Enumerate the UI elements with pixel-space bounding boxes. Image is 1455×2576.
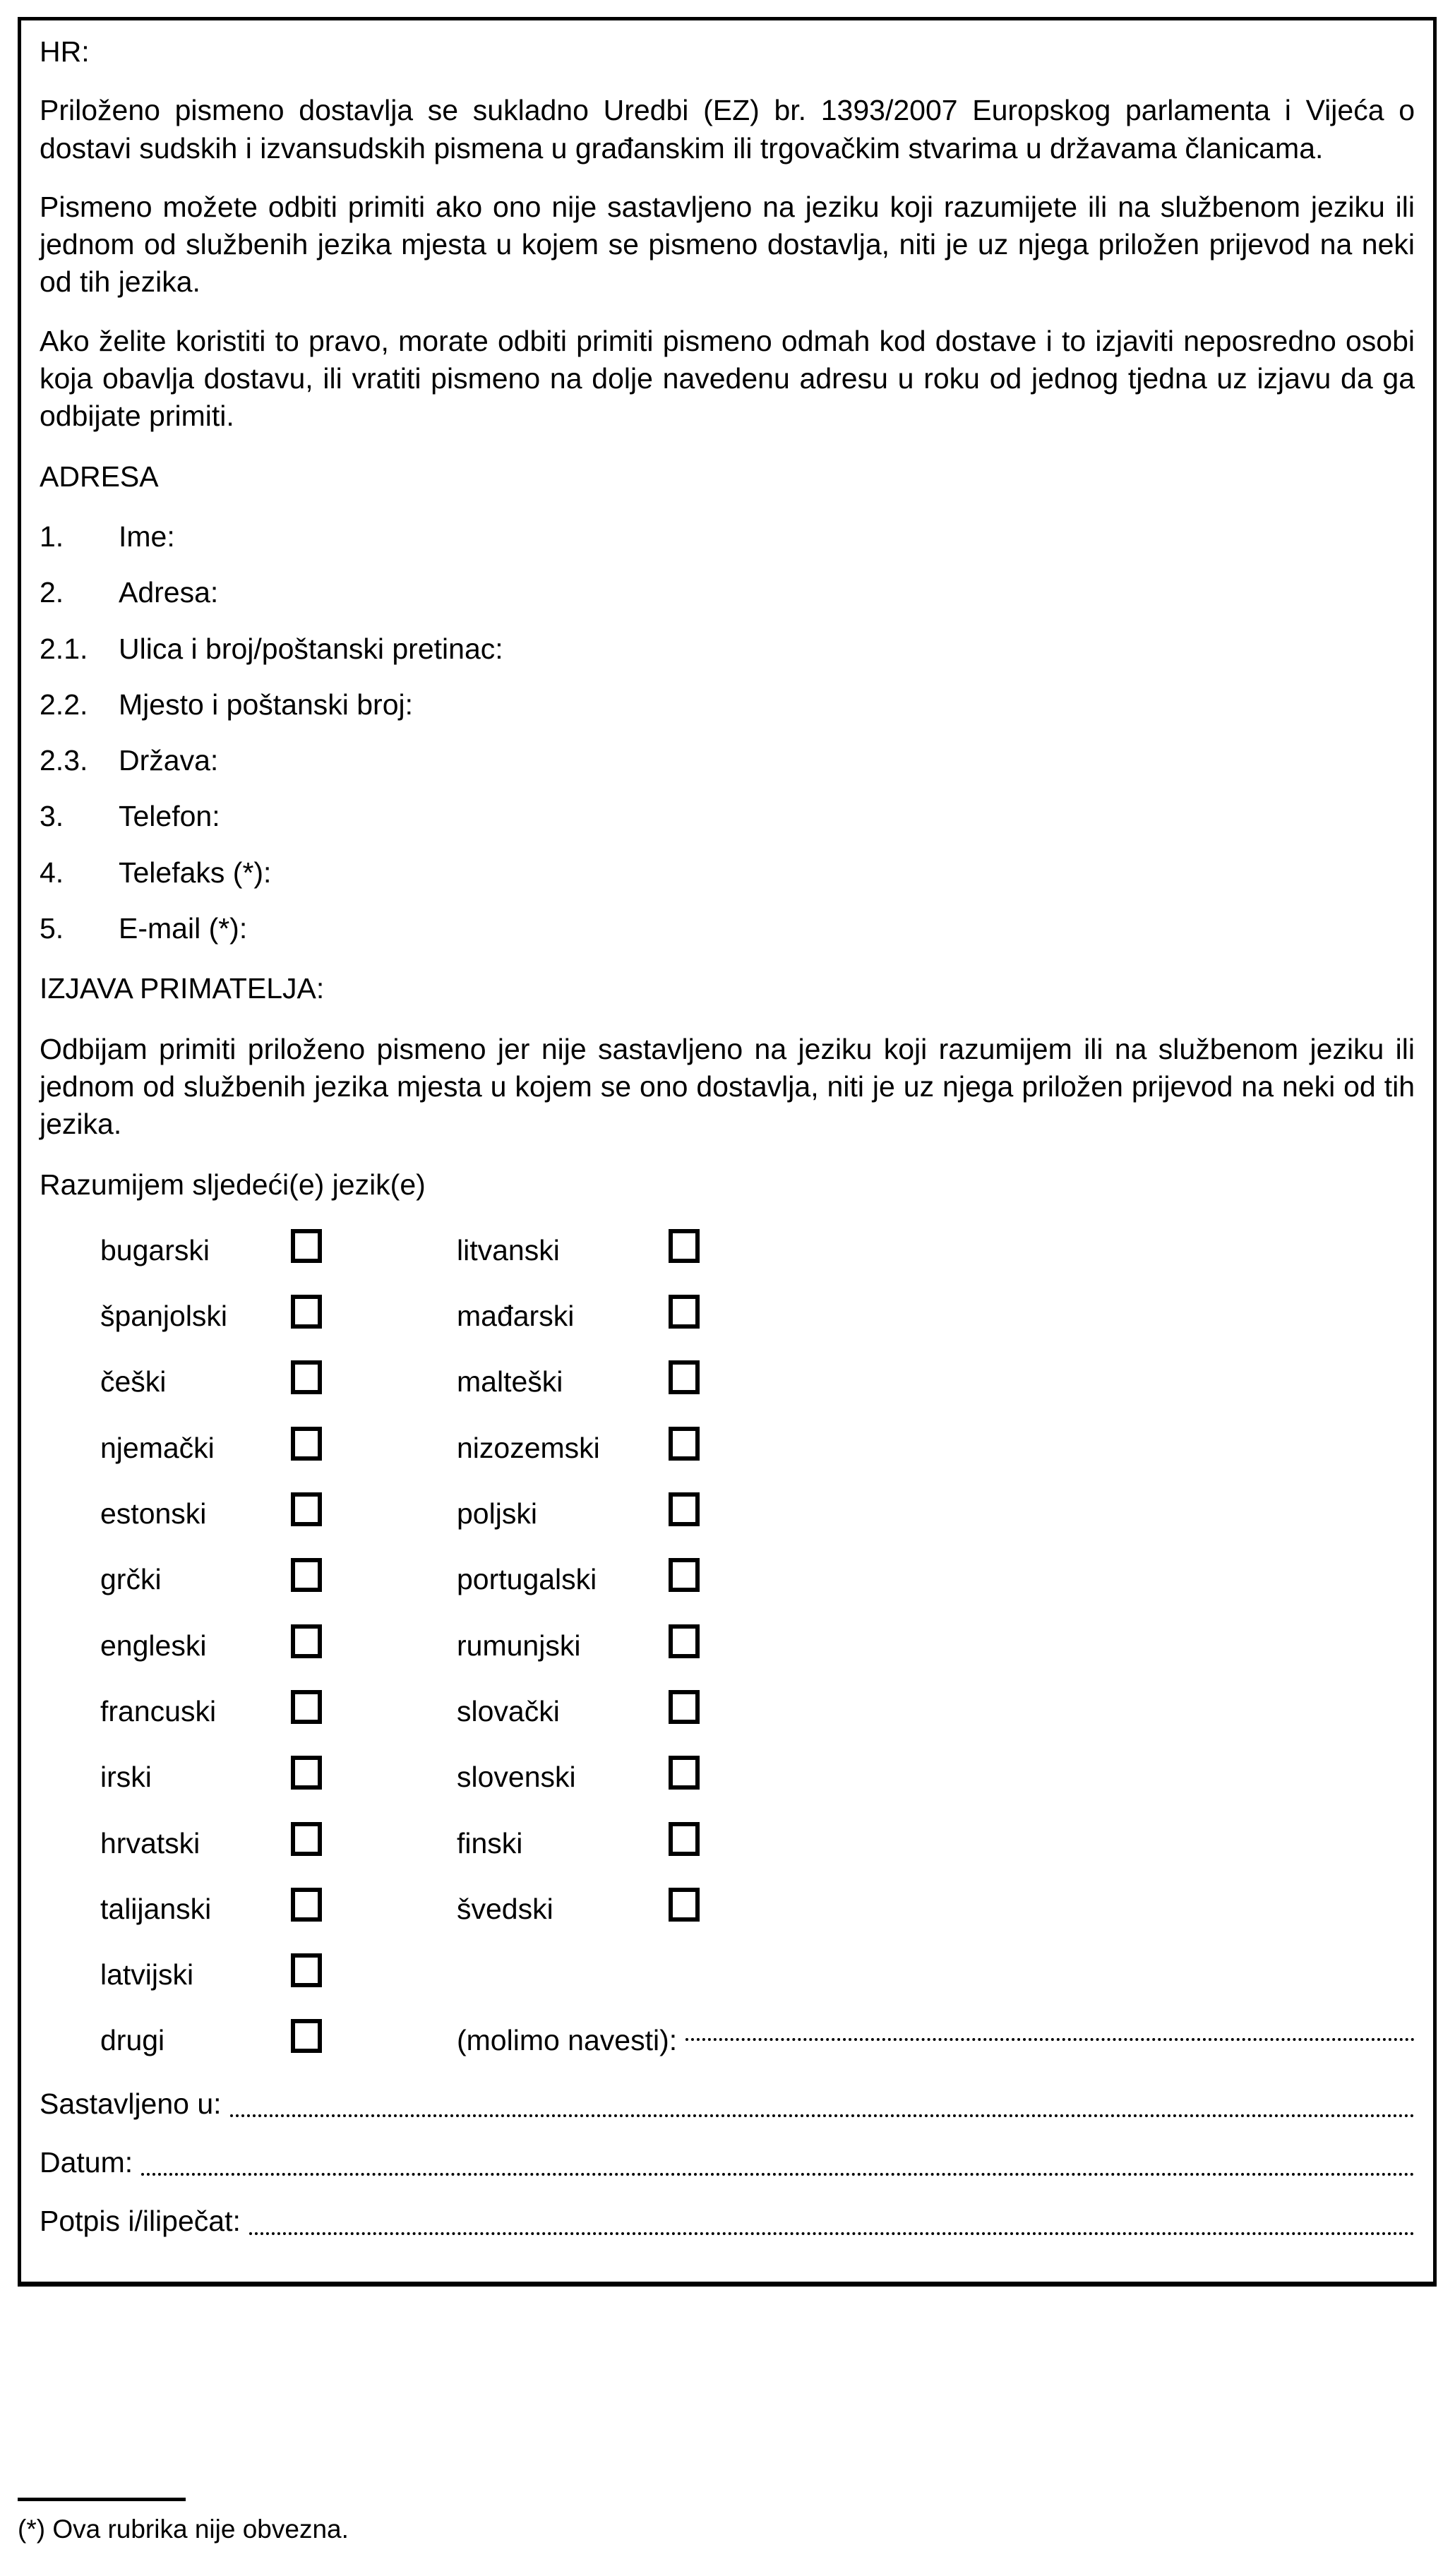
address-item-fax [40,854,1415,892]
language-label: finski [457,1826,523,1859]
checkbox-svedski[interactable] [669,1888,700,1922]
language-label: hrvatski [100,1826,200,1859]
item-label: E-mail (*): [119,912,248,945]
language-label: engleski [100,1629,207,1662]
address-item-address [40,574,1415,611]
language-row [100,1229,1415,1272]
item-number: 2.1. [40,632,88,665]
footnote-rule [18,2498,186,2501]
address-item-city [40,686,1415,724]
signature-row-place [40,2085,1415,2123]
item-label: Adresa: [119,576,219,609]
language-row [100,1888,1415,1931]
language-label: njemački [100,1431,215,1464]
languages-intro: Razumijem sljedeći(e) jezik(e) [40,1168,426,1201]
checkbox-litvanski[interactable] [669,1229,700,1263]
language-label: slovenski [457,1761,576,1794]
address-heading: ADRESA [40,460,159,493]
checkbox-slovacki[interactable] [669,1690,700,1724]
address-item-country [40,742,1415,779]
checkbox-talijanski[interactable] [291,1888,322,1922]
checkbox-bugarski[interactable] [291,1229,322,1263]
language-label: nizozemski [457,1431,600,1464]
item-number: 2.3. [40,744,88,777]
checkbox-drugi[interactable] [291,2019,322,2053]
item-number: 5. [40,912,64,945]
date-fill-in-line[interactable] [141,2172,1415,2176]
language-row [100,1295,1415,1338]
checkbox-rumunjski[interactable] [669,1624,700,1658]
intro-paragraph-3: Ako želite koristiti to pravo, morate odbiti primiti pismeno odmah kod dostave i to izjaviti neposredno osobi koja obavlja dostavu, ili vratiti pismeno na dolje navedenu adresu u roku od jednog tjedna uz izjavu da ga odbijate primiti. [40,324,1415,433]
checkbox-nizozemski[interactable] [669,1427,700,1461]
checkbox-estonski[interactable] [291,1492,322,1526]
item-label: Ime: [119,520,175,553]
other-language-prompt: (molimo navesti): [457,2024,678,2057]
item-label: Država: [119,744,219,777]
language-label: španjolski [100,1300,228,1333]
item-number: 4. [40,856,64,889]
item-label: Mjesto i poštanski broj: [119,688,414,721]
item-number: 2.2. [40,688,88,721]
item-number: 3. [40,800,64,833]
item-label: Telefaks (*): [119,856,272,889]
declaration-body: Odbijam primiti priloženo pismeno jer nije sastavljeno na jeziku koji razumijem ili na službenom jeziku ili jednom od službenih jezika mjesta u kojem se ono dostavlja, niti je uz njega priložen prijevod na neki od tih jezika. [40,1032,1415,1141]
checkbox-spanjolski[interactable] [291,1295,322,1329]
checkbox-engleski[interactable] [291,1624,322,1658]
language-label: poljski [457,1497,537,1530]
signature-row-date [40,2144,1415,2181]
language-label: rumunjski [457,1629,581,1662]
language-row [100,1822,1415,1865]
language-code-label: HR: [40,35,90,68]
signature-fill-in-line[interactable] [249,2231,1415,2235]
checkbox-latvijski[interactable] [291,1953,322,1987]
address-item-phone [40,798,1415,835]
place-fill-in-line[interactable] [230,2114,1415,2117]
language-row [100,1360,1415,1403]
language-row [100,1558,1415,1601]
language-row-other [100,2019,1415,2062]
checkbox-slovenski[interactable] [669,1756,700,1790]
checkbox-portugalski[interactable] [669,1558,700,1592]
language-row [100,1690,1415,1733]
checkbox-malteski[interactable] [669,1360,700,1394]
language-row [100,1756,1415,1799]
date-label: Datum: [40,2145,133,2179]
intro-paragraph-2: Pismeno možete odbiti primiti ako ono nije sastavljeno na jeziku koji razumijete ili na službenom jeziku ili jednom od službenih jezika mjesta u kojem se pismeno dostavlja, niti je uz njega priložen prijevod na neki od tih jezika. [40,190,1415,299]
language-checklist [100,1229,1415,2063]
language-label: litvanski [457,1233,560,1266]
declaration-heading: IZJAVA PRIMATELJA: [40,972,325,1005]
item-label: Ulica i broj/poštanski pretinac: [119,632,503,665]
language-label: irski [100,1761,152,1794]
language-label: mađarski [457,1300,575,1333]
place-label: Sastavljeno u: [40,2087,222,2120]
language-label: češki [100,1365,167,1398]
checkbox-hrvatski[interactable] [291,1822,322,1856]
language-label: talijanski [100,1892,212,1925]
signature-row-signature [40,2203,1415,2240]
checkbox-ceski[interactable] [291,1360,322,1394]
address-item-name [40,518,1415,556]
checkbox-njemacki[interactable] [291,1427,322,1461]
item-label: Telefon: [119,800,220,833]
address-item-street [40,630,1415,668]
checkbox-poljski[interactable] [669,1492,700,1526]
footnote-text: (*) Ova rubrika nije obvezna. [18,2515,349,2544]
language-label: portugalski [457,1563,597,1596]
language-label: estonski [100,1497,207,1530]
checkbox-grcki[interactable] [291,1558,322,1592]
other-language-fill-in-line[interactable] [685,2037,1415,2041]
language-row [100,1624,1415,1667]
language-label: grčki [100,1563,162,1596]
address-item-email [40,910,1415,947]
item-number: 2. [40,576,64,609]
signature-label: Potpis i/ilipečat: [40,2205,241,2238]
item-number: 1. [40,520,64,553]
notice-box [18,17,1437,2287]
language-row [100,1953,1415,1996]
checkbox-finski[interactable] [669,1822,700,1856]
language-label: bugarski [100,1233,210,1266]
language-label: malteški [457,1365,563,1398]
checkbox-francuski[interactable] [291,1690,322,1724]
language-label: slovački [457,1694,560,1727]
language-row [100,1492,1415,1535]
language-label: latvijski [100,1958,194,1991]
language-label: francuski [100,1694,217,1727]
intro-paragraph-1: Priloženo pismeno dostavlja se sukladno Uredbi (EZ) br. 1393/2007 Europskog parlamenta i Vijeća o dostavi sudskih i izvansudskih pismena u građanskim ili trgovačkim stvarima u državama članicama. [40,94,1415,164]
language-label: švedski [457,1892,553,1925]
checkbox-irski[interactable] [291,1756,322,1790]
checkbox-madarski[interactable] [669,1295,700,1329]
footnote [18,2498,1006,2546]
language-row [100,1427,1415,1470]
language-label: drugi [100,2024,165,2057]
